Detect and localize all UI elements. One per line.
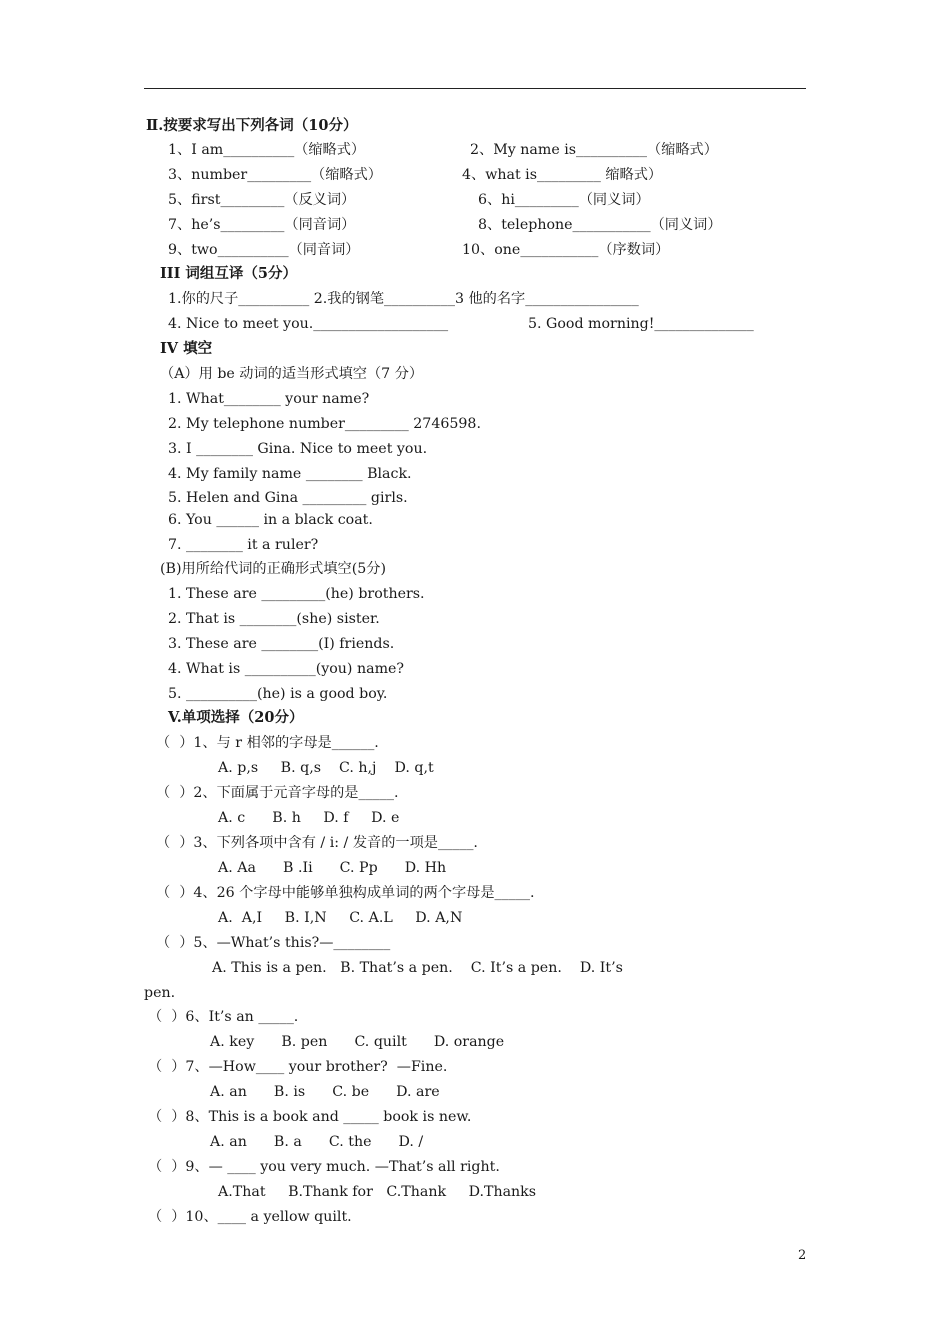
s4b-item-3: 3. These are ________(I) friends.	[168, 636, 395, 652]
s2-item-3: 3、number_________（缩略式）	[168, 167, 382, 183]
s4a-item-7: 7. ________ it a ruler?	[168, 537, 319, 553]
s4b-item-4: 4. What is __________(you) name?	[168, 661, 405, 677]
s2-item-5: 5、first_________（反义词）	[168, 192, 356, 208]
s2-item-1: 1、I am__________（缩略式）	[168, 142, 366, 158]
s2-item-6: 6、hi_________（同义词）	[478, 192, 650, 208]
s4a-title: （A）用 be 动词的适当形式填空（7 分）	[160, 366, 424, 382]
section2-title: Ⅱ.按要求写出下列各词（10分）	[146, 117, 358, 134]
s5-q6-options: A. key B. pen C. quilt D. orange	[210, 1034, 505, 1050]
s2-item-4: 4、what is_________ 缩略式）	[462, 167, 663, 183]
s5-q3: （ ）3、下列各项中含有 / i: / 发音的一项是_____.	[156, 835, 478, 851]
section4-title: IV 填空	[160, 340, 213, 357]
s5-q5-options: A. This is a pen. B. That’s a pen. C. It’s a pen. D. It’s	[212, 960, 623, 976]
s5-q9-options: A.That B.Thank for C.Thank D.Thanks	[218, 1184, 537, 1200]
s5-q1: （ ）1、与 r 相邻的字母是______.	[156, 735, 379, 751]
header-rule	[144, 88, 806, 89]
s2-item-2: 2、My name is__________（缩略式）	[470, 142, 718, 158]
s4a-item-3: 3. I ________ Gina. Nice to meet you.	[168, 441, 428, 457]
section5-title: V.单项选择（20分）	[168, 709, 304, 726]
s4b-item-1: 1. These are _________(he) brothers.	[168, 586, 425, 602]
s4a-item-4: 4. My family name ________ Black.	[168, 466, 412, 482]
s4a-item-1: 1. What________ your name?	[168, 391, 370, 407]
s5-q10: （ ）10、____ a yellow quilt.	[148, 1209, 352, 1225]
s5-q5: （ ）5、—What’s this?—________	[156, 935, 391, 951]
s5-q7: （ ）7、—How____ your brother? —Fine.	[148, 1059, 448, 1075]
section3-title: III 词组互译（5分）	[160, 265, 297, 282]
s5-q1-options: A. p,s B. q,s C. h,j D. q,t	[218, 760, 434, 776]
s5-q6: （ ）6、It’s an _____.	[148, 1009, 299, 1025]
s4a-item-5: 5. Helen and Gina _________ girls.	[168, 490, 408, 506]
s4b-title: (B)用所给代词的正确形式填空(5分)	[160, 561, 387, 577]
s2-item-7: 7、he’s_________（同音词）	[168, 217, 356, 233]
s5-q2: （ ）2、下面属于元音字母的是_____.	[156, 785, 399, 801]
s5-q7-options: A. an B. is C. be D. are	[210, 1084, 440, 1100]
s3-row-2a: 4. Nice to meet you.___________________	[168, 316, 449, 332]
s2-item-8: 8、telephone___________（同义词）	[478, 217, 722, 233]
s5-q8: （ ）8、This is a book and _____ book is new.	[148, 1109, 472, 1125]
s4b-item-5: 5. __________(he) is a good boy.	[168, 686, 388, 702]
s2-item-9: 9、two__________（同音词）	[168, 242, 360, 258]
s4a-item-6: 6. You ______ in a black coat.	[168, 512, 373, 528]
s5-q4: （ ）4、26 个字母中能够单独构成单词的两个字母是_____.	[156, 885, 535, 901]
s3-row-2b: 5. Good morning!______________	[528, 316, 754, 332]
s5-q8-options: A. an B. a C. the D. /	[210, 1134, 424, 1150]
s2-item-10: 10、one___________（序数词）	[462, 242, 670, 258]
s3-row-1: 1.你的尺子__________ 2.我的钢笔__________3 他的名字________________	[168, 291, 639, 307]
s5-q5-options-wrap: pen.	[144, 985, 176, 1001]
s5-q4-options: A. A,I B. I,N C. A.L D. A,N	[218, 910, 463, 926]
s5-q2-options: A. c B. h D. f D. e	[218, 810, 400, 826]
s5-q9: （ ）9、— ____ you very much. —That’s all right.	[148, 1159, 500, 1175]
s5-q3-options: A. Aa B .Ii C. Pp D. Hh	[218, 860, 447, 876]
page-number: 2	[798, 1248, 807, 1263]
s4a-item-2: 2. My telephone number_________ 2746598.	[168, 416, 481, 432]
s4b-item-2: 2. That is ________(she) sister.	[168, 611, 380, 627]
